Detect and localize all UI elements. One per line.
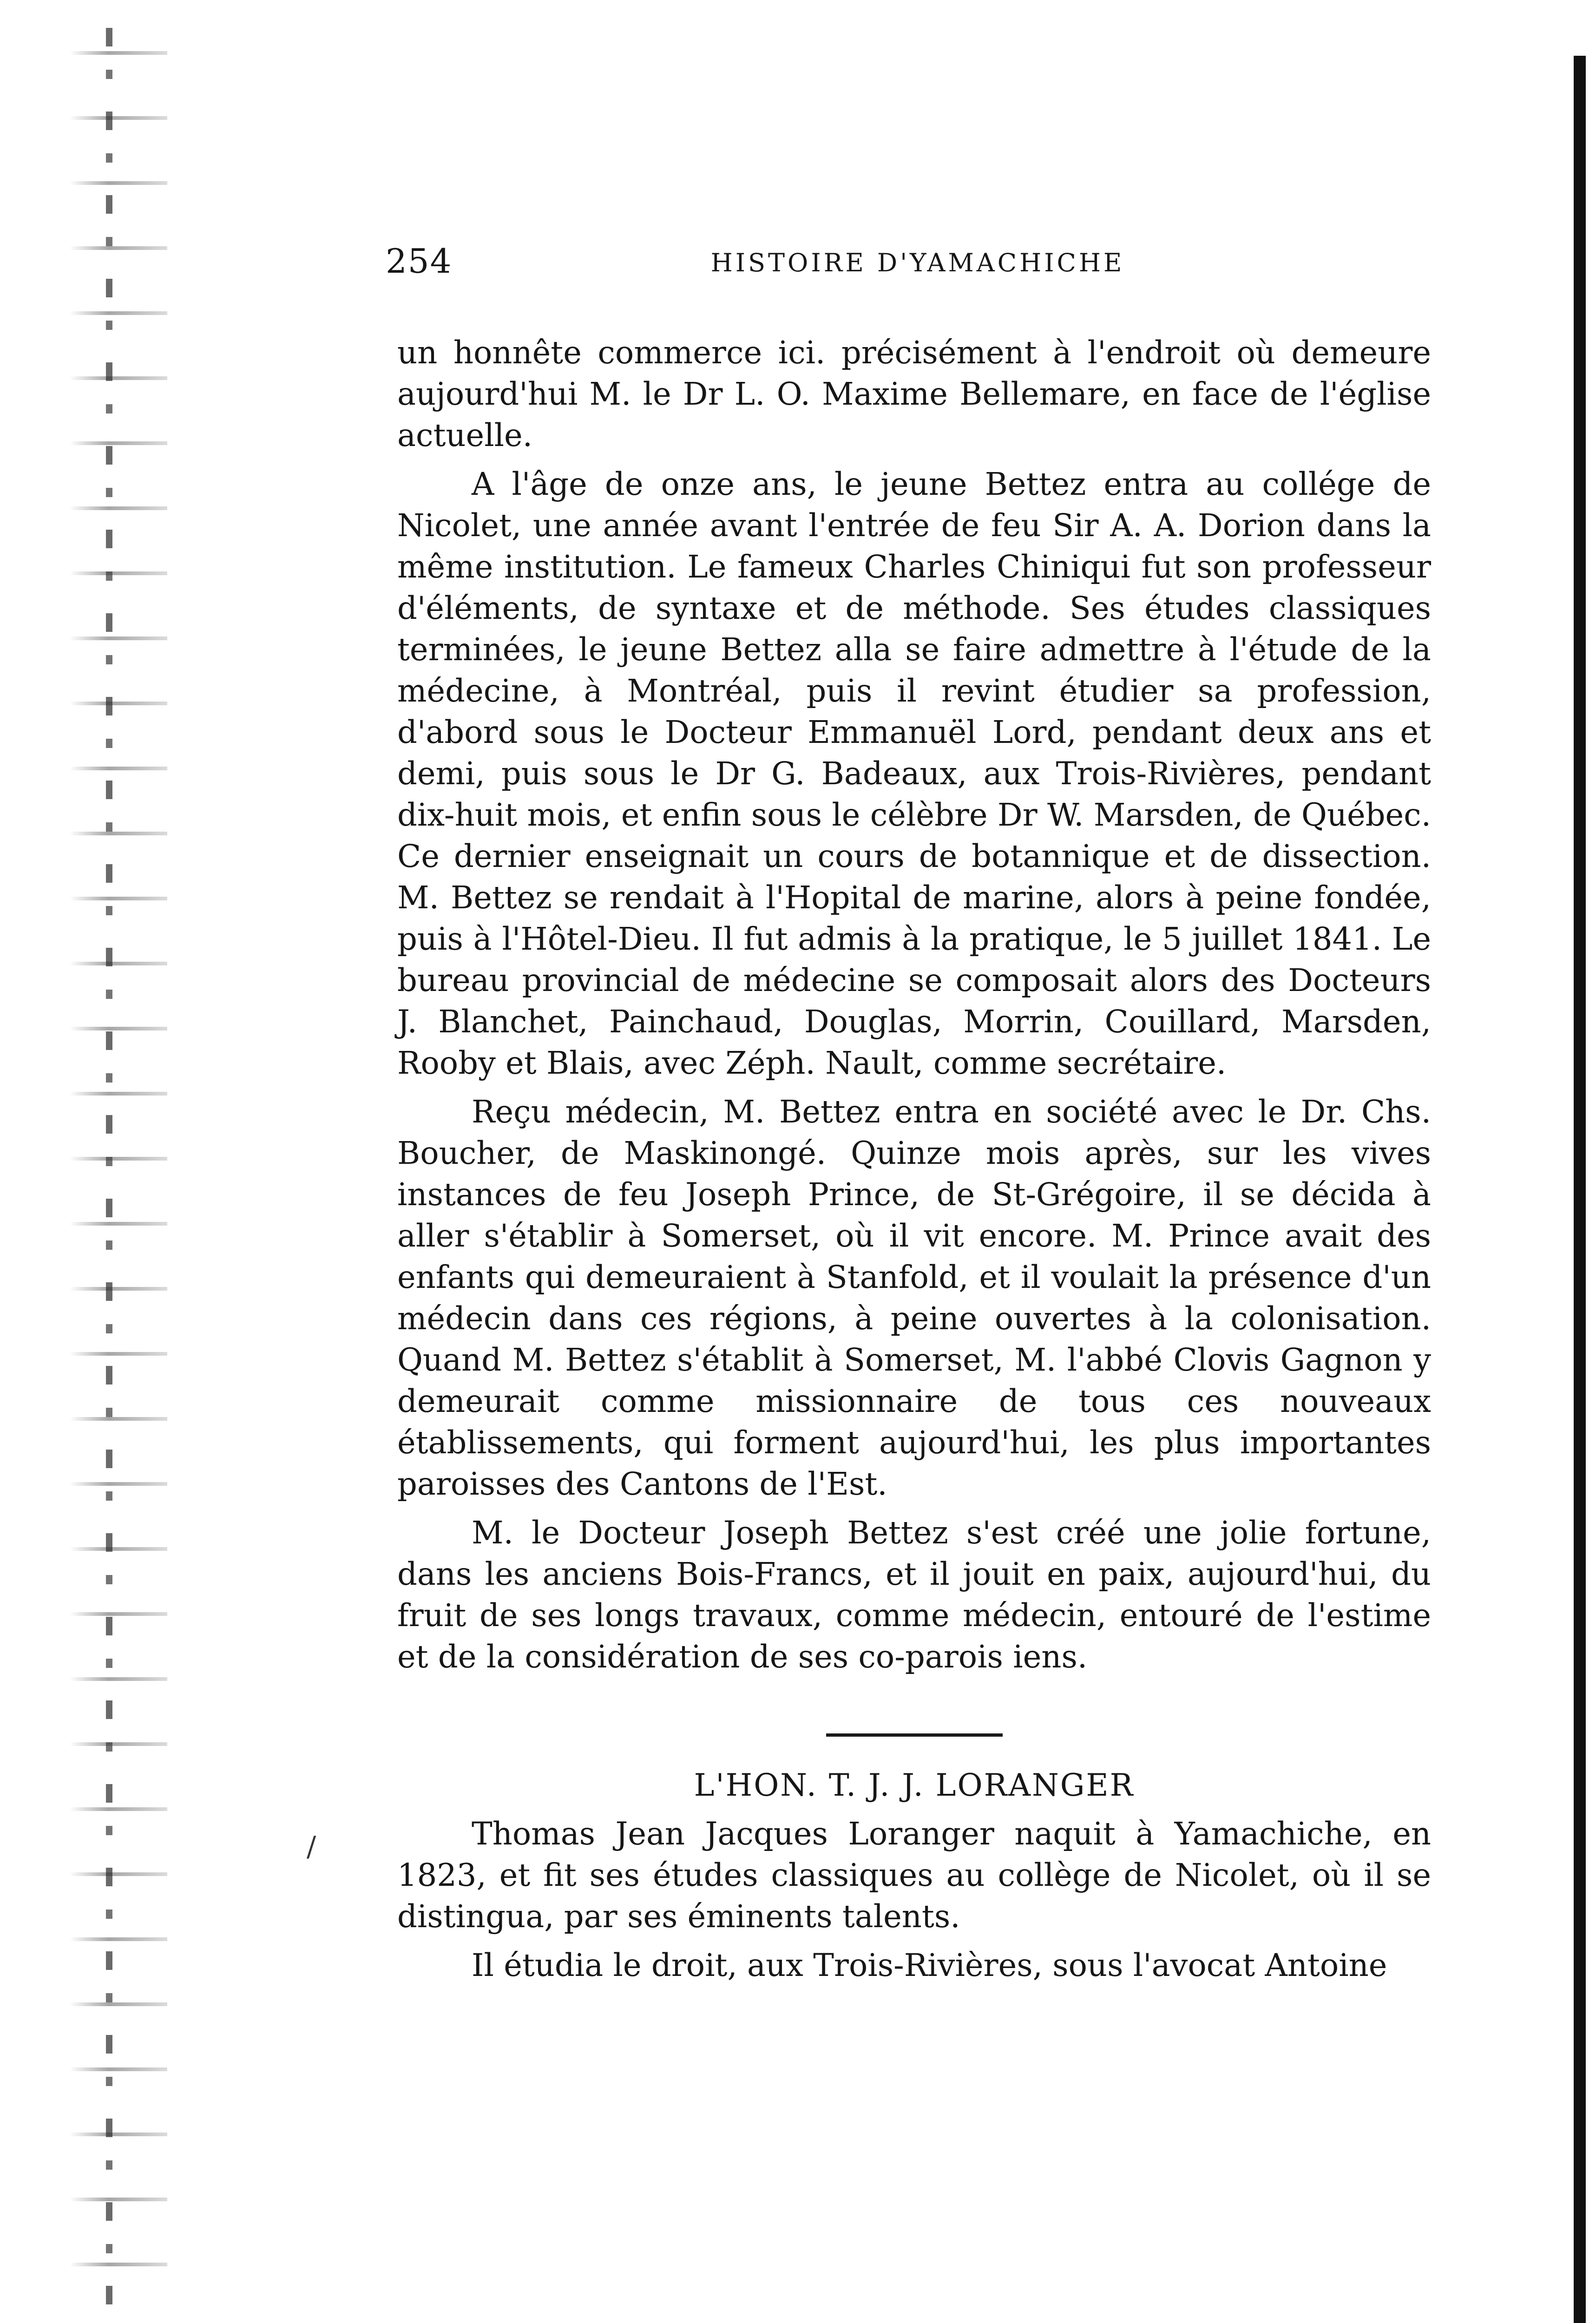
paragraph: un honnête commerce ici. précisément à l'endroit où demeure aujourd'hui M. le Dr L. O. Maxime Bellemare, en face de l'église actuelle. [397,335,1431,453]
paragraph: Thomas Jean Jacques Loranger naquit à Yamachiche, en 1823, et fit ses études classiques au collège de Nicolet, où il se distingua, par ses éminents talents. [397,1816,1431,1935]
section-divider [826,1733,1003,1737]
paragraph: M. le Docteur Joseph Bettez s'est créé une jolie fortune, dans les anciens Bois-Francs, et il jouit en paix, aujourd'hui, du fruit de ses longs travaux, comme médecin, entouré de l'estime et de la considération de ses co-parois iens. [397,1515,1431,1675]
section-heading: L'HON. T. J. J. LORANGER [694,1767,1135,1803]
paragraph: Reçu médecin, M. Bettez entra en société avec le Dr. Chs. Boucher, de Maskinongé. Quinze mois après, sur les vives instances de feu Joseph Prince, de St-Grégoire, il se décida à aller s'établir à Somerset, où il vit encore. M. Prince avait des enfants qui demeuraient à Stanfold, et il voulait la présence d'un médecin dans ces régions, à peine ouvertes à la colonisation. Quand M. Bettez s'établit à Somerset, M. l'abbé Clovis Gagnon y demeurait comme missionnaire de tous ces nouveaux établissements, qui forment aujourd'hui, les plus importantes paroisses des Cantons de l'Est. [397,1094,1431,1502]
paragraph: Il étudia le droit, aux Trois-Rivières, sous l'avocat Antoine [472,1947,1387,1983]
page-number: 254 [386,242,453,281]
scan-edge-right [1574,56,1586,2323]
body-text [397,332,1431,1994]
stray-mark: / [307,1831,316,1863]
scan-edge-left [70,19,167,2323]
binding-shadow [106,28,112,2323]
paragraph: A l'âge de onze ans, le jeune Bettez entra au collége de Nicolet, une année avant l'entrée de feu Sir A. A. Dorion dans la même institution. Le fameux Charles Chiniqui fut son professeur d'éléments, de syntaxe et de méthode. Ses études classiques terminées, le jeune Bettez alla se faire admettre à l'étude de la médecine, à Montréal, puis il revint étudier sa profession, d'abord sous le Docteur Emmanuël Lord, pendant deux ans et demi, puis sous le Dr G. Badeaux, aux Trois-Rivières, pendant dix-huit mois, et enfin sous le célèbre Dr W. Marsden, de Québec. Ce dernier enseignait un cours de botannique et de dissection. M. Bettez se rendait à l'Hopital de marine, alors à peine fondée, puis à l'Hôtel-Dieu. Il fut admis à la pratique, le 5 juillet 1841. Le bureau provincial de médecine se composait alors des Docteurs J. Blanchet, Painchaud, Douglas, Morrin, Couillard, Marsden, Rooby et Blais, avec Zéph. Nault, comme secrétaire. [397,466,1431,1081]
running-head: HISTOIRE D'YAMACHICHE [710,248,1125,277]
page-header [386,242,1450,288]
